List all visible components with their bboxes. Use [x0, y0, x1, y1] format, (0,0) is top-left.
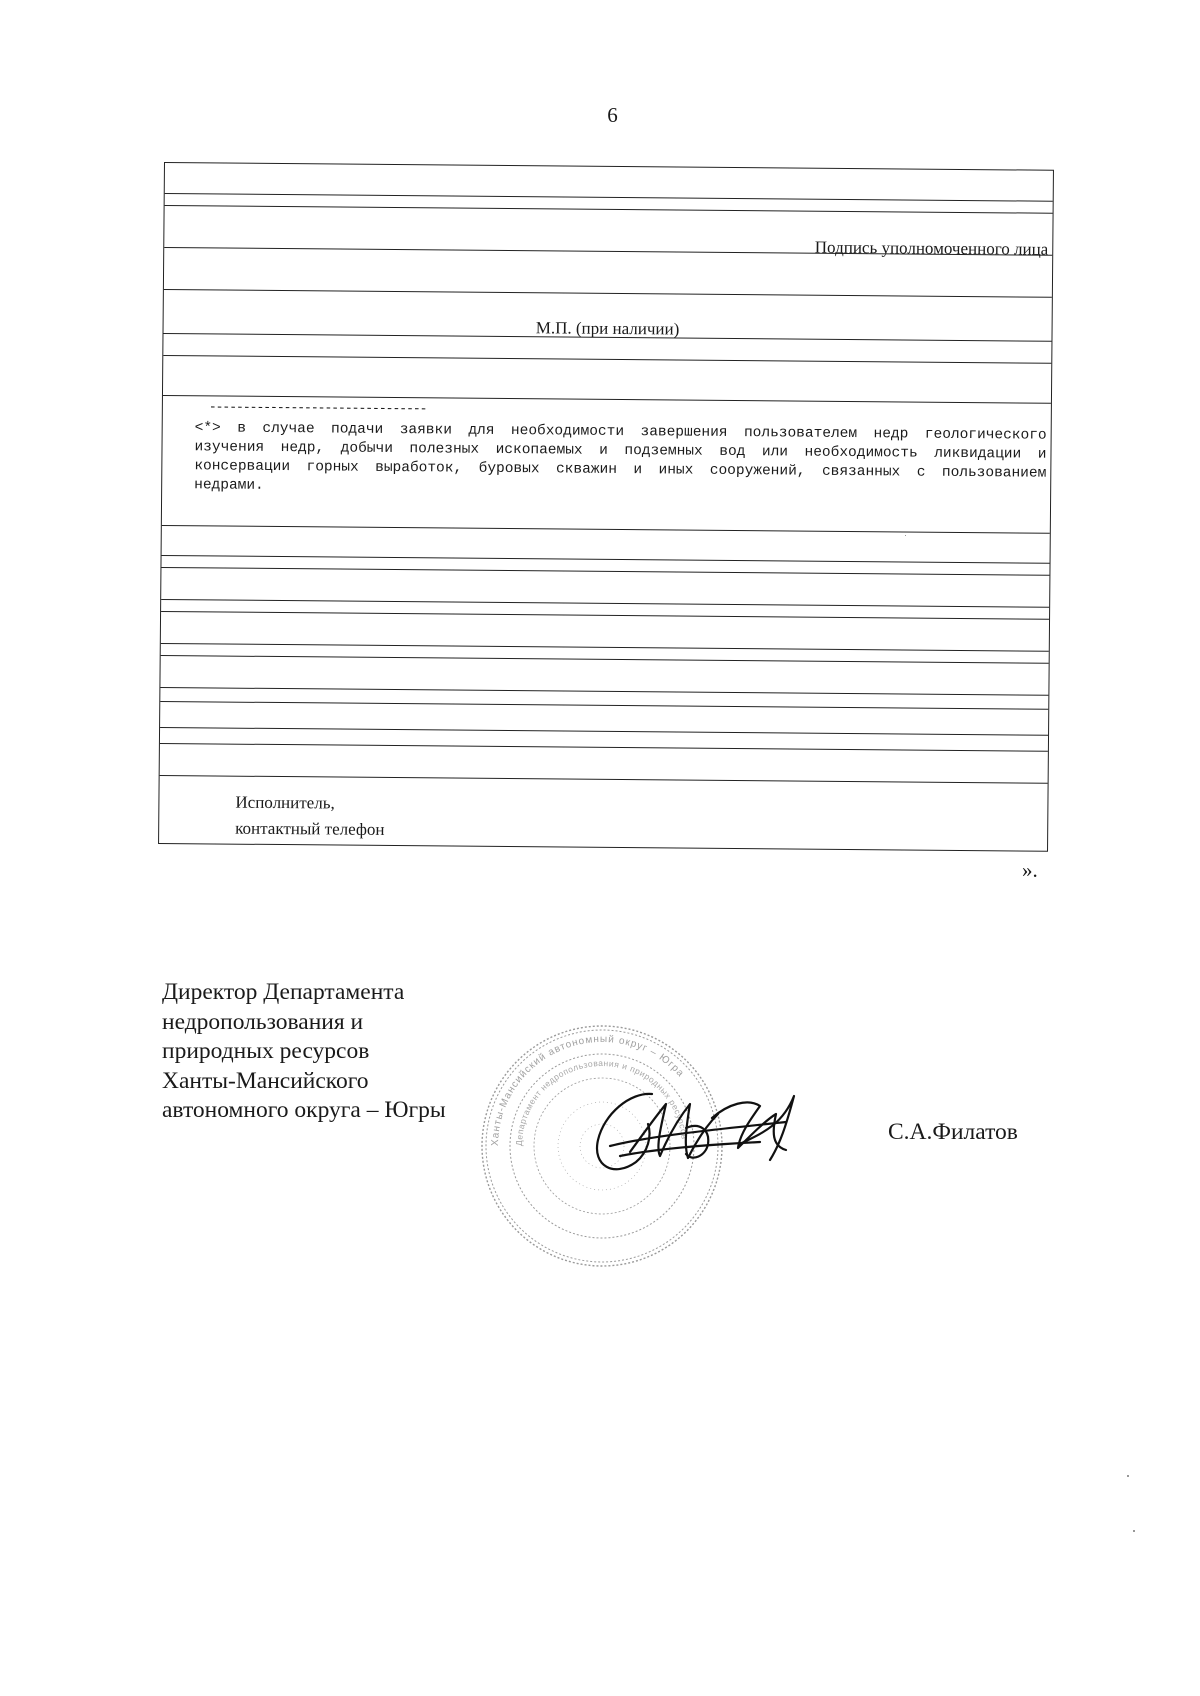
signatory-name: С.А.Филатов: [888, 1119, 1018, 1145]
signatory-title-line: Ханты-Мансийского: [162, 1067, 369, 1094]
seal-outer-text: Ханты-Мансийский автономный округ – Югра: [489, 1033, 687, 1147]
table-rule: [160, 743, 1048, 752]
table-rule: [165, 193, 1053, 202]
footnote-body: <*> в случае подачи заявки для необходимости завершения пользователем недр геологического изучения недр, добычи полезных ископаемых и подземных вод или необходимость ликвидации и консервации горных выработок, буровых скважин и иных сооружений, связанных с пользованием недрами.: [194, 420, 1047, 494]
signatory-title-line: автономного округа – Югры: [162, 1097, 446, 1123]
table-rule: [160, 701, 1048, 710]
table-rule: [160, 775, 1048, 784]
application-form-table: [158, 162, 1054, 852]
table-rule: [161, 567, 1049, 576]
page-number: 6: [607, 103, 618, 127]
signatory-title: [162, 978, 446, 1126]
signatory-title-line: природных ресурсов: [162, 1038, 370, 1064]
scan-speck: [905, 535, 906, 536]
executor-label: Исполнитель,: [235, 792, 335, 813]
table-rule: [160, 687, 1048, 696]
table-rule: [162, 555, 1050, 564]
scan-speck: [1127, 1475, 1129, 1477]
signature-label: Подпись уполномоченного лица: [814, 237, 1049, 259]
table-rule: [161, 643, 1049, 652]
table-rule: [161, 611, 1049, 620]
table-rule: [160, 727, 1048, 736]
signatory-title-line: Директор Департамента: [162, 979, 405, 1005]
stamp-label: М.П. (при наличии): [535, 318, 680, 339]
table-rule: [162, 525, 1050, 534]
table-rule: [164, 289, 1052, 298]
table-rule: [165, 205, 1053, 214]
contact-phone-label: контактный телефон: [235, 818, 385, 839]
footnote-rule: --------------------------------: [208, 399, 427, 417]
table-rule: [163, 355, 1051, 364]
table-rule: [161, 599, 1049, 608]
signatory-title-line: недропользования и: [162, 1008, 364, 1035]
seal-inner-text: Департамент недропользования и природных ресурсов: [513, 1057, 690, 1147]
scan-speck: [1133, 1530, 1135, 1532]
handwritten-signature: [590, 1074, 804, 1190]
footnote-text: [166, 419, 1047, 503]
executor-block: [235, 790, 385, 843]
closing-quote: ».: [1022, 858, 1038, 882]
table-rule: [161, 655, 1049, 664]
